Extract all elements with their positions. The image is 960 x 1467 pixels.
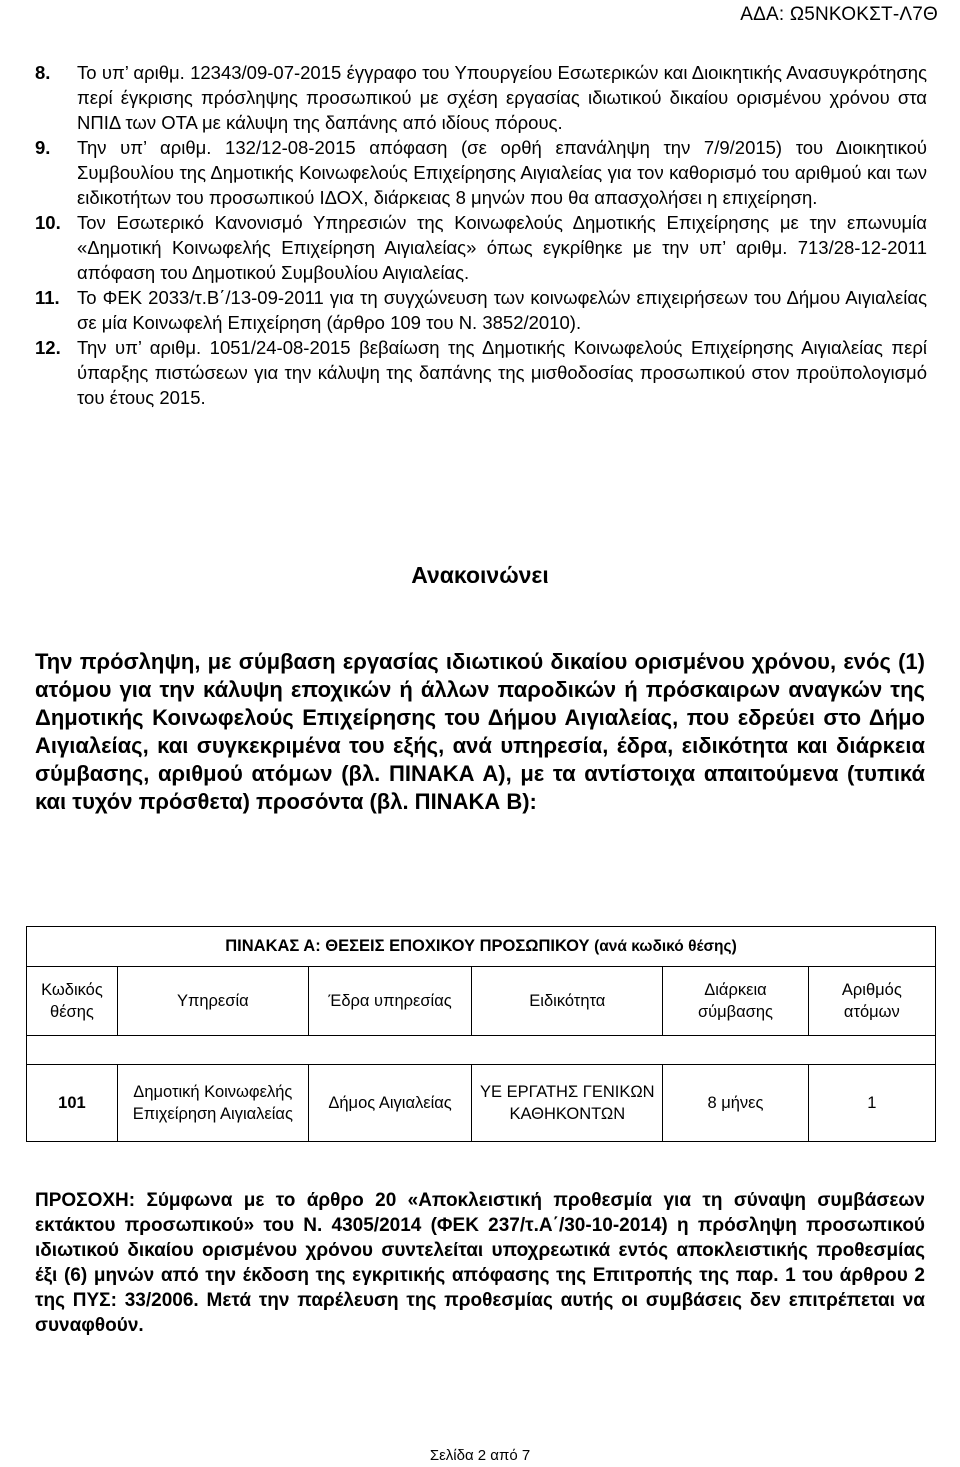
table-row	[27, 1065, 936, 1142]
cell-service: Δημοτική Κοινωφελής Επιχείρηση Αιγιαλείας	[117, 1065, 308, 1142]
table-caption-note: (ανά κωδικό θέσης)	[594, 938, 737, 955]
column-header: Ειδικότητα	[472, 967, 663, 1036]
table-header-row	[27, 967, 936, 1036]
item-number: 9.	[35, 137, 51, 158]
positions-table	[26, 926, 936, 1142]
announcement-body: Την πρόσληψη, με σύμβαση εργασίας ιδιωτικού δικαίου ορισμένου χρόνου, ενός (1) ατόμου για την κάλυψη εποχικών ή άλλων παροδικών ή πρόσκαιρων αναγκών της Δημοτικής Κοινωφελούς Επιχείρησης του Δήμου Αιγιαλείας, που εδρεύει στο Δήμο Αιγιαλείας, και συγκεκριμένα του εξής, ανά υπηρεσία, έδρα, ειδικότητα και διάρκεια σύμβασης, αριθμού ατόμων (βλ. ΠΙΝΑΚΑ Α), με τα αντίστοιχα απαιτούμενα (τυπικά και τυχόν πρόσθετα) προσόντα (βλ. ΠΙΝΑΚΑ Β):	[35, 649, 925, 814]
item-text: Το υπ’ αριθμ. 12343/09-07-2015 έγγραφο του Υπουργείου Εσωτερικών και Διοικητικής Ανασυγκρότησης περί έγκρισης πρόσληψης προσωπικού με σχέση εργασίας ιδιωτικού δικαίου ορισμένου χρόνου στα ΝΠΙΔ των ΟΤΑ με κάλυψη της δαπάνης από ιδίους πόρους.	[77, 62, 927, 133]
item-number: 11.	[35, 287, 60, 308]
item-text: Τον Εσωτερικό Κανονισμό Υπηρεσιών της Κοινωφελούς Δημοτικής Επιχείρησης με την επωνυμία «Δημοτική Κοινωφελής Επιχείρηση Αιγιαλείας» όπως εγκρίθηκε με την υπ’ αριθμ. 713/28-12-2011 απόφαση του Δημοτικού Συμβουλίου Αιγιαλείας.	[77, 212, 927, 283]
column-header: Αριθμός ατόμων	[808, 967, 935, 1036]
item-text: Το ΦΕΚ 2033/τ.Β΄/13-09-2011 για τη συγχώνευση των κοινωφελών επιχειρήσεων του Δήμου Αιγιαλείας σε μία Κοινωφελή Επιχείρηση (άρθρο 109 του Ν. 3852/2010).	[77, 287, 927, 333]
item-text: Την υπ’ αριθμ. 132/12-08-2015 απόφαση (σε ορθή επανάληψη την 7/9/2015) του Διοικητικού Συμβουλίου της Δημοτικής Κοινωφελούς Επιχείρησης Αιγιαλείας για τον καθορισμό του αριθμού και των ειδικοτήτων του προσωπικού ΙΔΟΧ, διάρκειας 8 μηνών που θα απασχολήσει η επιχείρηση.	[77, 137, 927, 208]
cell-specialty: ΥΕ ΕΡΓΑΤΗΣ ΓΕΝΙΚΩΝ ΚΑΘΗΚΟΝΤΩΝ	[472, 1065, 663, 1142]
ada-code: ΑΔΑ: Ω5ΝΚΟΚΣΤ-Λ7Θ	[740, 4, 938, 25]
warning-note: ΠΡΟΣΟΧΗ: Σύμφωνα με το άρθρο 20 «Αποκλειστική προθεσμία για τη σύναψη συμβάσεων εκτάκτου προσωπικού» του Ν. 4305/2014 (ΦΕΚ 237/τ.Α΄/30-10-2014) η πρόσληψη προσωπικού ιδιωτικού δικαίου ορισμένου χρόνου συντελείται υποχρεωτικά εντός αποκλειστικής προθεσμίας έξι (6) μηνών από την έκδοση της εγκριτικής απόφασης της Επιτροπής της παρ. 1 του άρθρου 2 της ΠΥΣ: 33/2006. Μετά την παρέλευση της προθεσμίας αυτής οι συμβάσεις δεν επιτρέπεται να συναφθούν.	[35, 1190, 925, 1336]
list-item	[35, 210, 927, 285]
considerations-list	[35, 60, 927, 410]
cell-duration: 8 μήνες	[663, 1065, 808, 1142]
announcement-heading: Ανακοινώνει	[411, 562, 549, 588]
list-item	[35, 135, 927, 210]
item-text: Την υπ’ αριθμ. 1051/24-08-2015 βεβαίωση της Δημοτικής Κοινωφελούς Επιχείρησης Αιγιαλείας περί ύπαρξης πιστώσεων για την κάλυψη της δαπάνης της μισθοδοσίας προσωπικού στον προϋπολογισμό του έτους 2015.	[77, 337, 927, 408]
table-spacer-row	[27, 1036, 936, 1065]
item-number: 8.	[35, 62, 51, 83]
spacer-cell	[27, 1036, 936, 1065]
table-caption-title: ΠΙΝΑΚΑΣ Α: ΘΕΣΕΙΣ ΕΠΟΧΙΚΟΥ ΠΡΟΣΩΠΙΚΟΥ	[225, 937, 590, 955]
list-item	[35, 285, 927, 335]
cell-code: 101	[27, 1065, 118, 1142]
cell-count: 1	[808, 1065, 935, 1142]
item-number: 12.	[35, 337, 61, 358]
cell-seat: Δήμος Αιγιαλείας	[308, 1065, 472, 1142]
column-header: Έδρα υπηρεσίας	[308, 967, 472, 1036]
list-item	[35, 335, 927, 410]
table-caption	[27, 927, 936, 967]
list-item	[35, 60, 927, 135]
column-header: Υπηρεσία	[117, 967, 308, 1036]
column-header: Κωδικός θέσης	[27, 967, 118, 1036]
item-number: 10.	[35, 212, 61, 233]
page-number: Σελίδα 2 από 7	[429, 1447, 531, 1464]
column-header: Διάρκεια σύμβασης	[663, 967, 808, 1036]
